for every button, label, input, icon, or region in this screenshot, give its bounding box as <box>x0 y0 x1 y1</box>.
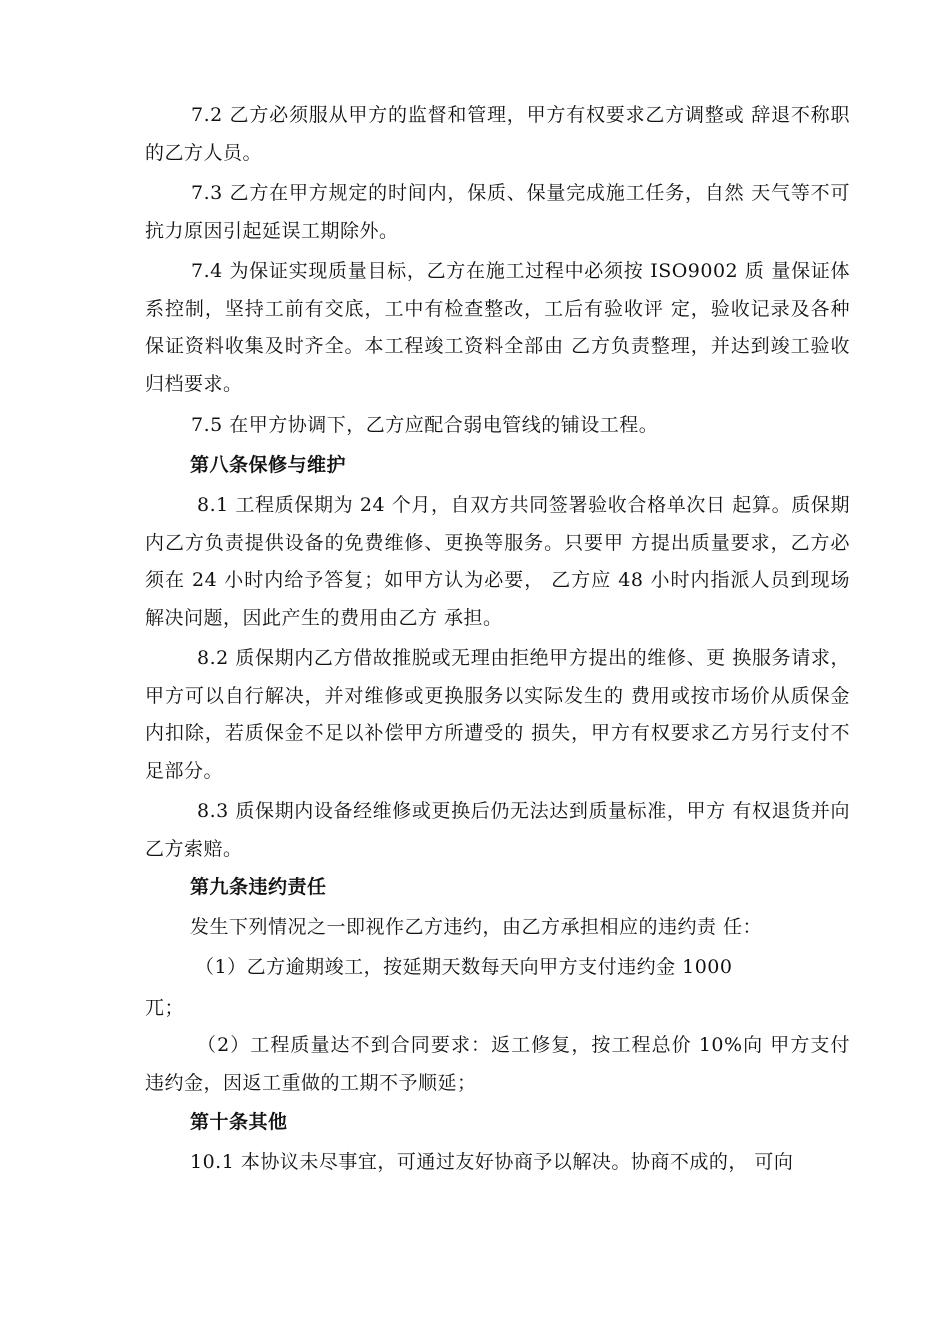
clause-9-2: （2）工程质量达不到合同要求：返工修复，按工程总价 10%向 甲方支付违约金，因返工重做的工期不予顺延； <box>145 1034 850 1094</box>
heading-article-10: 第十条其他 <box>190 1111 288 1133</box>
clause-8-1: 8.1 工程质保期为 24 个月，自双方共同签署验收合格单次日 起算。质保期内乙方负责提供设备的免费维修、更换等服务。只要甲 方提出质量要求，乙方必须在 24 小时内给予答复；如甲方认为必要， 乙方应 48 小时内指派人员到现场解决问题，因此产生的费用由乙方 承担。 <box>145 494 850 629</box>
clause-8-3: 8.3 质保期内设备经维修或更换后仍无法达到质量标准，甲方 有权退货并向乙方索赔。 <box>145 800 850 860</box>
clause-7-3: 7.3 乙方在甲方规定的时间内，保质、保量完成施工任务，自然 天气等不可抗力原因引起延误工期除外。 <box>145 182 850 242</box>
clause-7-5: 7.5 在甲方协调下，乙方应配合弱电管线的铺设工程。 <box>191 414 659 436</box>
clause-9-intro: 发生下列情况之一即视作乙方违约，由乙方承担相应的违约责 任： <box>190 916 763 938</box>
heading-article-8: 第八条保修与维护 <box>190 454 347 476</box>
clause-9-1-line1: （1）乙方逾期竣工，按延期天数每天向甲方支付违约金 1000 <box>195 956 733 978</box>
clause-7-2: 7.2 乙方必须服从甲方的监督和管理，甲方有权要求乙方调整或 辞退不称职的乙方人员。 <box>145 104 850 164</box>
clause-10-1: 10.1 本协议未尽事宜，可通过友好协商予以解决。协商不成的， 可向 <box>190 1151 794 1173</box>
clause-7-4: 7.4 为保证实现质量目标，乙方在施工过程中必须按 ISO9002 质 量保证体系控制，坚持工前有交底，工中有检查整改，工后有验收评 定，验收记录及各种保证资料收集及时齐全。本工程竣工资料全部由 乙方负责整理，并达到竣工验收归档要求。 <box>145 260 850 395</box>
clause-9-1-line2: 兀； <box>145 997 185 1019</box>
clause-8-2: 8.2 质保期内乙方借故推脱或无理由拒绝甲方提出的维修、更 换服务请求，甲方可以自行解决，并对维修或更换服务以实际发生的 费用或按市场价从质保金内扣除，若质保金不足以补偿甲方所遭受的 损失，甲方有权要求乙方另行支付不足部分。 <box>145 647 850 782</box>
heading-article-9: 第九条违约责任 <box>190 876 327 898</box>
